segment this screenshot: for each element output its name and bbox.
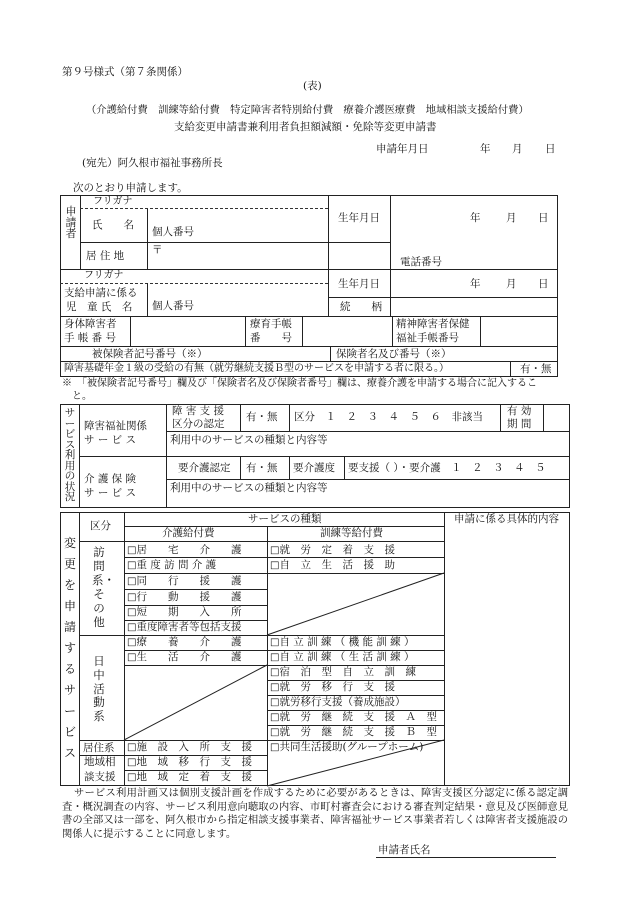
application-date-label: 申請年月日 — [376, 143, 429, 155]
note-line-2: と。 — [72, 391, 92, 402]
service-item[interactable] — [270, 651, 415, 664]
date-year: 年 — [480, 143, 491, 155]
form-number: 第９号様式（第７条関係） — [62, 66, 188, 78]
checkbox[interactable]: □ — [127, 576, 137, 587]
support-cert-yes-no: 有・無 — [246, 411, 278, 423]
checkbox[interactable]: □ — [270, 727, 280, 738]
checkbox[interactable]: □ — [127, 742, 137, 753]
kunren-header: 訓練等給付費 — [320, 527, 383, 539]
service-name: 自 立 訓 練 （ 生 活 訓 練 ） — [279, 651, 415, 663]
service-item[interactable] — [270, 741, 423, 754]
care-service-label-2: サ ー ビ ス — [84, 487, 137, 499]
care-level-scale: 要支援（ ）・要介護 １ ２ ３ ４ ５ — [348, 462, 546, 474]
intro-text: 次のとおり申請します。 — [73, 182, 188, 194]
date-day: 日 — [545, 143, 556, 155]
change-side-label: 変更を申請するサービス — [63, 536, 76, 760]
service-name: 施 設 入 所 支 援 — [136, 741, 252, 753]
ryoiku-handbook-label-1: 療育手帳 — [250, 318, 292, 330]
service-name: 同 行 援 護 — [136, 575, 242, 587]
service-item[interactable] — [127, 591, 241, 604]
service-name: 共同生活援助(グループホーム) — [279, 741, 424, 753]
service-item[interactable] — [127, 771, 252, 784]
applicant-name-label: 氏 名 — [92, 219, 134, 231]
group-community-label-2: 談支援 — [84, 771, 116, 783]
postal-mark: 〒 — [152, 244, 163, 256]
consent-text: サービス利用計画又は個別支援計画を作成するために必要があるときは、障害支援区分認定に係る認定調査・概況調査の内容、サービス利用意向聴取の内容、市町村審査会における審査判定結果・意見及び医師意見書の全部又は一部を、阿久根市から指定相談支援事業者、障害福祉サービス事業者若しくは障害者支援施設の関係人に提示することに同意します。 — [62, 787, 568, 840]
service-name: 就 労 移 行 支 援 — [279, 681, 395, 693]
service-item[interactable] — [127, 741, 252, 754]
care-service-label-1: 介 護 保 険 — [84, 473, 137, 485]
service-name: 自 立 訓 練 （ 機 能 訓 練 ） — [279, 636, 415, 648]
note-line-1: ※ 「被保険者記号番号」欄及び「保険者名及び保険者番号」欄は、療養介護を申請する場合に記入するこ — [62, 378, 537, 389]
service-name: 地 域 定 着 支 援 — [136, 771, 252, 783]
service-item[interactable] — [270, 636, 415, 649]
division-scale: 区分 １ ２ ３ ４ ５ ６ 非該当 — [294, 411, 483, 423]
service-item[interactable] — [270, 666, 416, 679]
checkbox[interactable]: □ — [127, 637, 137, 648]
kunren-visit-blank-diagonal — [267, 573, 444, 635]
applicant-birth-day: 日 — [538, 212, 549, 224]
service-name: 就 労 継 続 支 援 Ｂ 型 — [279, 726, 437, 738]
category-header: 区分 — [90, 520, 111, 532]
benefit-categories: （介護給付費 訓練等給付費 特定障害者特別給付費 療養介護医療費 地域相談支援給付費） — [86, 104, 529, 116]
form-title: 支給変更申請書兼利用者負担額減額・免除等変更申請書 — [174, 121, 437, 133]
service-name: 行 動 援 護 — [136, 591, 242, 603]
checkbox[interactable]: □ — [127, 757, 137, 768]
service-item[interactable] — [127, 636, 241, 649]
applicant-furigana-label: フリガナ — [93, 196, 133, 207]
service-item[interactable] — [270, 696, 405, 709]
checkbox[interactable]: □ — [270, 697, 280, 708]
checkbox[interactable]: □ — [270, 637, 280, 648]
service-name: 宿 泊 型 自 立 訓 練 — [279, 666, 416, 678]
physical-handbook-label-1: 身体障害者 — [64, 318, 117, 330]
checkbox[interactable]: □ — [127, 772, 137, 783]
welfare-service-label-1: 障害福祉関係 — [84, 420, 147, 432]
welfare-service-label-2: サ ー ビ ス — [84, 434, 137, 446]
addressee: (宛先）阿久根市福祉事務所長 — [82, 157, 223, 169]
service-name: 療 養 介 護 — [136, 636, 242, 648]
insured-number-label: 被保険者記号番号（※） — [92, 348, 208, 360]
service-item[interactable] — [127, 559, 216, 572]
child-name-label-2: 児 童 氏 名 — [66, 301, 133, 313]
kaigo-day-blank-diagonal — [124, 665, 267, 740]
service-type-header: サービスの種類 — [248, 513, 322, 525]
service-item[interactable] — [270, 726, 437, 739]
ryoiku-handbook-label-2: 番 号 — [250, 332, 292, 344]
child-birth-label: 生年月日 — [338, 278, 380, 290]
care-cert-label: 要介護認定 — [178, 462, 231, 474]
mental-handbook-label-2: 福祉手帳番号 — [396, 332, 459, 344]
applicant-birth-year: 年 — [470, 212, 481, 224]
valid-period-label-2: 期 間 — [507, 418, 532, 430]
checkbox[interactable]: □ — [270, 545, 280, 556]
mental-handbook-label-1: 精神障害者保健 — [396, 318, 470, 330]
support-cert-label-2: 区分の認定 — [172, 418, 225, 430]
group-residence-label: 居住系 — [83, 742, 115, 754]
welfare-in-use-label: 利用中のサービスの種類と内容等 — [170, 434, 328, 446]
checkbox[interactable]: □ — [127, 607, 137, 618]
child-name-label-1: 支給申請に係る — [64, 287, 138, 299]
child-relation-label: 続 柄 — [340, 301, 382, 313]
service-item[interactable] — [127, 621, 241, 634]
child-birth-year: 年 — [470, 278, 481, 290]
service-item[interactable] — [270, 544, 395, 557]
child-birth-month: 月 — [506, 278, 517, 290]
care-cert-yes-no: 有・無 — [246, 462, 278, 474]
applicant-birth-label: 生年月日 — [338, 212, 380, 224]
checkbox[interactable]: □ — [270, 560, 280, 571]
pension-yes-no: 有・無 — [520, 363, 552, 375]
service-name: 地 域 移 行 支 援 — [136, 756, 252, 768]
applicant-birth-month: 月 — [506, 212, 517, 224]
applicant-address-label: 居 住 地 — [86, 250, 125, 262]
service-item[interactable] — [127, 651, 241, 664]
group-day-label: 日中活動系 — [93, 654, 105, 724]
checkbox[interactable]: □ — [270, 652, 280, 663]
checkbox[interactable]: □ — [127, 592, 137, 603]
kaigo-header: 介護給付費 — [162, 527, 215, 539]
usage-side-label: サービス利用の状況 — [64, 407, 76, 503]
group-visit-label: 訪問系・その他 — [92, 545, 115, 630]
checkbox[interactable]: □ — [270, 667, 280, 678]
service-name: 生 活 介 護 — [136, 651, 242, 663]
service-name: 居 宅 介 護 — [136, 544, 242, 556]
signature-line[interactable] — [376, 857, 556, 858]
checkbox[interactable]: □ — [127, 560, 137, 571]
service-item[interactable] — [127, 575, 241, 588]
checkbox[interactable]: □ — [127, 652, 137, 663]
service-item[interactable] — [127, 756, 252, 769]
service-name: 就 労 継 続 支 援 Ａ 型 — [279, 711, 437, 723]
pension-label: 障害基礎年金１級の受給の有無（就労継続支援Ｂ型のサービスを申請する者に限る。） — [64, 363, 449, 374]
valid-period-label-1: 有 効 — [507, 405, 532, 417]
signature-label: 申請者氏名 — [378, 844, 431, 856]
checkbox[interactable]: □ — [270, 682, 280, 693]
service-item[interactable] — [270, 559, 395, 572]
care-level-label: 要介護度 — [293, 462, 335, 474]
page-side-label: (表) — [303, 80, 322, 92]
service-name: 短 期 入 所 — [136, 606, 242, 618]
checkbox[interactable]: □ — [127, 622, 137, 633]
child-id-label: 個人番号 — [152, 300, 194, 312]
checkbox[interactable]: □ — [127, 545, 137, 556]
service-name: 就労移行支援（養成施設） — [279, 696, 406, 708]
service-item[interactable] — [127, 544, 241, 557]
care-in-use-label: 利用中のサービスの種類と内容等 — [170, 482, 328, 494]
service-name: 自 立 生 活 援 助 — [279, 559, 395, 571]
service-item[interactable] — [270, 711, 437, 724]
date-month: 月 — [512, 143, 523, 155]
support-cert-label-1: 障 害 支 援 — [172, 405, 225, 417]
applicant-id-label: 個人番号 — [152, 226, 194, 238]
service-name: 就 労 定 着 支 援 — [279, 544, 395, 556]
child-furigana-label: フリガナ — [84, 270, 124, 281]
detail-header: 申請に係る具体的内容 — [454, 513, 559, 525]
applicant-phone-label: 電話番号 — [400, 256, 442, 268]
checkbox[interactable]: □ — [270, 712, 280, 723]
checkbox[interactable]: □ — [270, 742, 280, 753]
child-birth-day: 日 — [538, 278, 549, 290]
service-name: 重 度 訪 問 介 護 — [136, 559, 217, 571]
insurer-label: 保険者名及び番号（※） — [336, 348, 452, 360]
service-item[interactable] — [270, 681, 395, 694]
service-name: 重度障害者等包括支援 — [136, 621, 242, 633]
physical-handbook-label-2: 手 帳 番 号 — [64, 332, 117, 344]
service-item[interactable] — [127, 606, 241, 619]
applicant-side-label: 申請者 — [65, 205, 77, 240]
group-community-label-1: 地域相 — [84, 756, 116, 768]
